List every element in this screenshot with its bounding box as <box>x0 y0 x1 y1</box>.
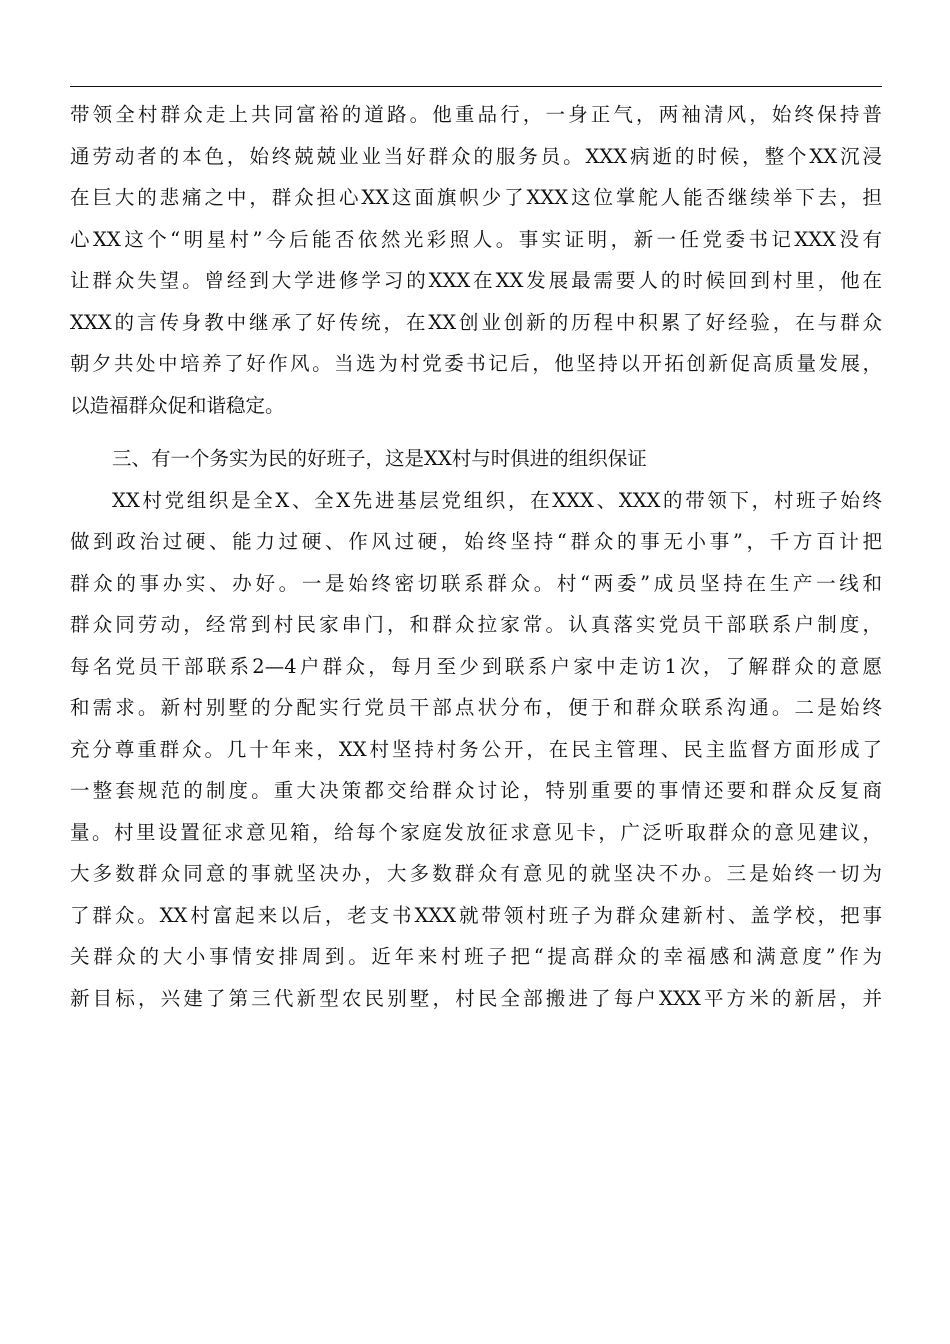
text-line: 每名党员干部联系2—4户群众，每月至少到联系户家中走访1次，了解群众的意愿 <box>70 654 882 678</box>
document-body <box>70 94 882 1019</box>
text-line: 关群众的大小事情安排周到。近年来村班子把“提高群众的幸福感和满意度”作为 <box>70 945 882 968</box>
text-line: 充分尊重群众。几十年来，XX村坚持村务公开，在民主管理、民主监督方面形成了 <box>70 737 882 761</box>
section-heading-text: 三、有一个务实为民的好班子，这是XX村与时俱进的组织保证 <box>112 447 647 470</box>
text-line: XXX的言传身教中继承了好传统，在XX创业创新的历程中积累了好经验，在与群众 <box>70 310 882 334</box>
text-line: XX村党组织是全X、全X先进基层党组织，在XXX、XXX的带领下，村班子始终 <box>112 488 882 512</box>
text-line: 做到政治过硬、能力过硬、作风过硬，始终坚持“群众的事无小事”，千方百计把 <box>70 530 882 553</box>
text-line: 群众的事办实、办好。一是始终密切联系群众。村“两委”成员坚持在生产一线和 <box>70 571 882 595</box>
text-line: 通劳动者的本色，始终兢兢业业当好群众的服务员。XXX病逝的时候，整个XX沉浸 <box>70 144 882 168</box>
header-rule <box>70 86 882 87</box>
text-line: 心XX这个“明星村”今后能否依然光彩照人。事实证明，新一任党委书记XXX没有 <box>70 227 882 251</box>
text-line: 新目标，兴建了第三代新型农民别墅，村民全部搬进了每户XXX平方米的新居，并 <box>70 986 882 1010</box>
text-line: 大多数群众同意的事就坚决办，大多数群众有意见的就坚决不办。三是始终一切为 <box>70 862 882 885</box>
paragraph-leadership <box>70 94 882 426</box>
text-line: 以造福群众促和谐稳定。 <box>70 393 285 417</box>
text-line: 了群众。XX村富起来以后，老支书XXX就带领村班子为群众建新村、盖学校，把事 <box>70 903 882 927</box>
text-line: 让群众失望。曾经到大学进修学习的XXX在XX发展最需要人的时候回到村里，他在 <box>70 269 882 292</box>
section-heading <box>70 438 882 480</box>
text-line: 朝夕共处中培养了好作风。当选为村党委书记后，他坚持以开拓创新促高质量发展， <box>70 352 882 375</box>
text-line: 和需求。新村别墅的分配实行党员干部点状分布，便于和群众联系沟通。二是始终 <box>70 696 882 719</box>
text-line: 群众同劳动，经常到村民家串门，和群众拉家常。认真落实党员干部联系户制度， <box>70 613 882 636</box>
text-line: 在巨大的悲痛之中，群众担心XX这面旗帜少了XXX这位掌舵人能否继续举下去，担 <box>70 186 882 209</box>
text-line: 带领全村群众走上共同富裕的道路。他重品行，一身正气，两袖清风，始终保持普 <box>70 103 882 126</box>
text-line: 一整套规范的制度。重大决策都交给群众讨论，特别重要的事情还要和群众反复商 <box>70 779 882 802</box>
paragraph-team <box>70 480 882 1020</box>
paragraph-spacer <box>70 426 882 438</box>
text-line: 量。村里设置征求意见箱，给每个家庭发放征求意见卡，广泛听取群众的意见建议， <box>70 820 882 844</box>
